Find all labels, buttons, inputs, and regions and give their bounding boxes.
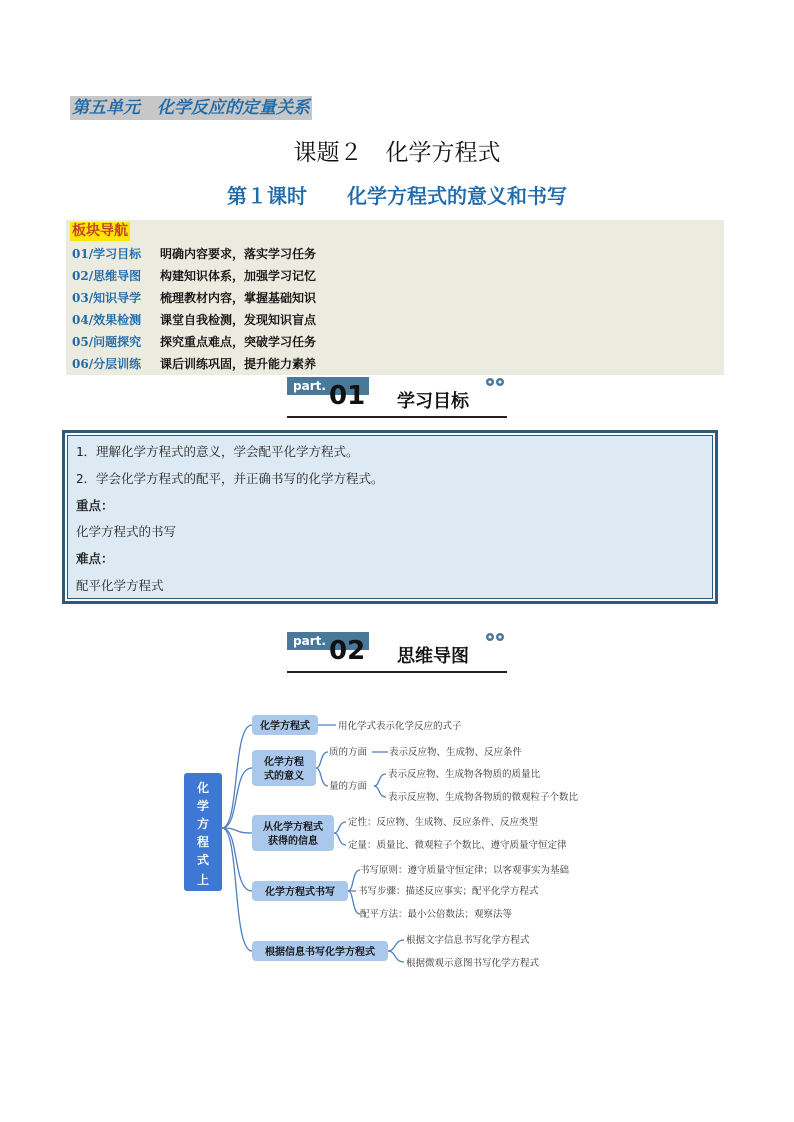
branch-leaf: 定量：质量比、微观粒子个数比、遵守质量守恒定律 [348, 840, 567, 851]
branch-leaf: 表示反应物、生成物各物质的微观粒子个数比 [388, 792, 579, 803]
nav-item-code: 03/知识导学 [72, 291, 142, 305]
branch-label: 化学方程式 [260, 721, 310, 732]
root-char: 方 [196, 817, 210, 831]
part-number: 01 [329, 381, 366, 411]
branch-leaf: 用化学式表示化学反应的式子 [338, 721, 462, 732]
branch-leaf: 书写步骤：描述反应事实；配平化学方程式 [358, 886, 539, 897]
nav-item-code: 04/效果检测 [72, 313, 142, 327]
branch-leaf: 根据文字信息书写化学方程式 [406, 935, 530, 946]
key-point-text: 化学方程式的书写 [76, 524, 177, 539]
nav-item-code: 05/问题探究 [72, 335, 142, 349]
root-char: 上 [196, 873, 210, 887]
root-char: 化 [196, 781, 210, 795]
branch-leaf: 表示反应物、生成物各物质的质量比 [388, 769, 541, 780]
nav-item-desc: 课堂自我检测，发现知识盲点 [160, 313, 317, 327]
branch-label: 化学方程式书写 [265, 887, 335, 898]
root-char: 程 [196, 835, 210, 849]
nav-item-desc: 课后训练巩固，提升能力素养 [160, 357, 317, 371]
difficulty-text: 配平化学方程式 [76, 578, 164, 593]
part-number: 02 [329, 636, 366, 666]
branch-label: 获得的信息 [268, 836, 318, 847]
branch-leaf: 表示反应物、生成物、反应条件 [389, 747, 523, 758]
key-point-label: 重点： [76, 498, 114, 513]
sub-branch: 量的方面 [329, 781, 368, 792]
root-char: 学 [196, 799, 210, 813]
unit-title: 第五单元 化学反应的定量关系 [72, 98, 310, 118]
nav-item-desc: 明确内容要求，落实学习任务 [160, 247, 317, 261]
branch-leaf: 配平方法：最小公倍数法；观察法等 [360, 909, 513, 920]
nav-item-code: 02/思维导图 [72, 269, 142, 283]
part-label: 思维导图 [397, 646, 469, 667]
period-title: 第１课时 化学方程式的意义和书写 [227, 184, 567, 208]
branch-leaf: 根据微观示意图书写化学方程式 [406, 958, 540, 969]
part-tag: part. [287, 632, 369, 650]
lesson-title: 课题２ 化学方程式 [293, 140, 501, 166]
sub-branch: 质的方面 [329, 747, 368, 758]
difficulty-label: 难点： [76, 551, 114, 566]
nav-header: 板块导航 [72, 223, 128, 239]
goal-line-1: 1．理解化学方程式的意义，学会配平化学方程式。 [76, 444, 359, 459]
nav-item-code: 06/分层训练 [72, 357, 142, 371]
branch-label: 从化学方程式 [263, 822, 323, 833]
branch-label: 化学方程 [264, 757, 304, 768]
part-label: 学习目标 [397, 391, 469, 412]
nav-item-code: 01/学习目标 [72, 247, 142, 261]
nav-item-desc: 构建知识体系，加强学习记忆 [160, 269, 317, 283]
branch-label: 根据信息书写化学方程式 [265, 947, 375, 958]
branch-label: 式的意义 [264, 771, 304, 782]
branch-leaf: 书写原则：遵守质量守恒定律；以客观事实为基础 [360, 865, 570, 876]
nav-item-desc: 探究重点难点，突破学习任务 [160, 335, 317, 349]
nav-item-desc: 梳理教材内容，掌握基础知识 [160, 291, 317, 305]
goal-line-2: 2．学会化学方程式的配平，并正确书写的化学方程式。 [76, 471, 384, 486]
root-char: 式 [196, 853, 210, 867]
part-tag: part. [287, 377, 369, 395]
branch-leaf: 定性：反应物、生成物、反应条件、反应类型 [348, 817, 539, 828]
